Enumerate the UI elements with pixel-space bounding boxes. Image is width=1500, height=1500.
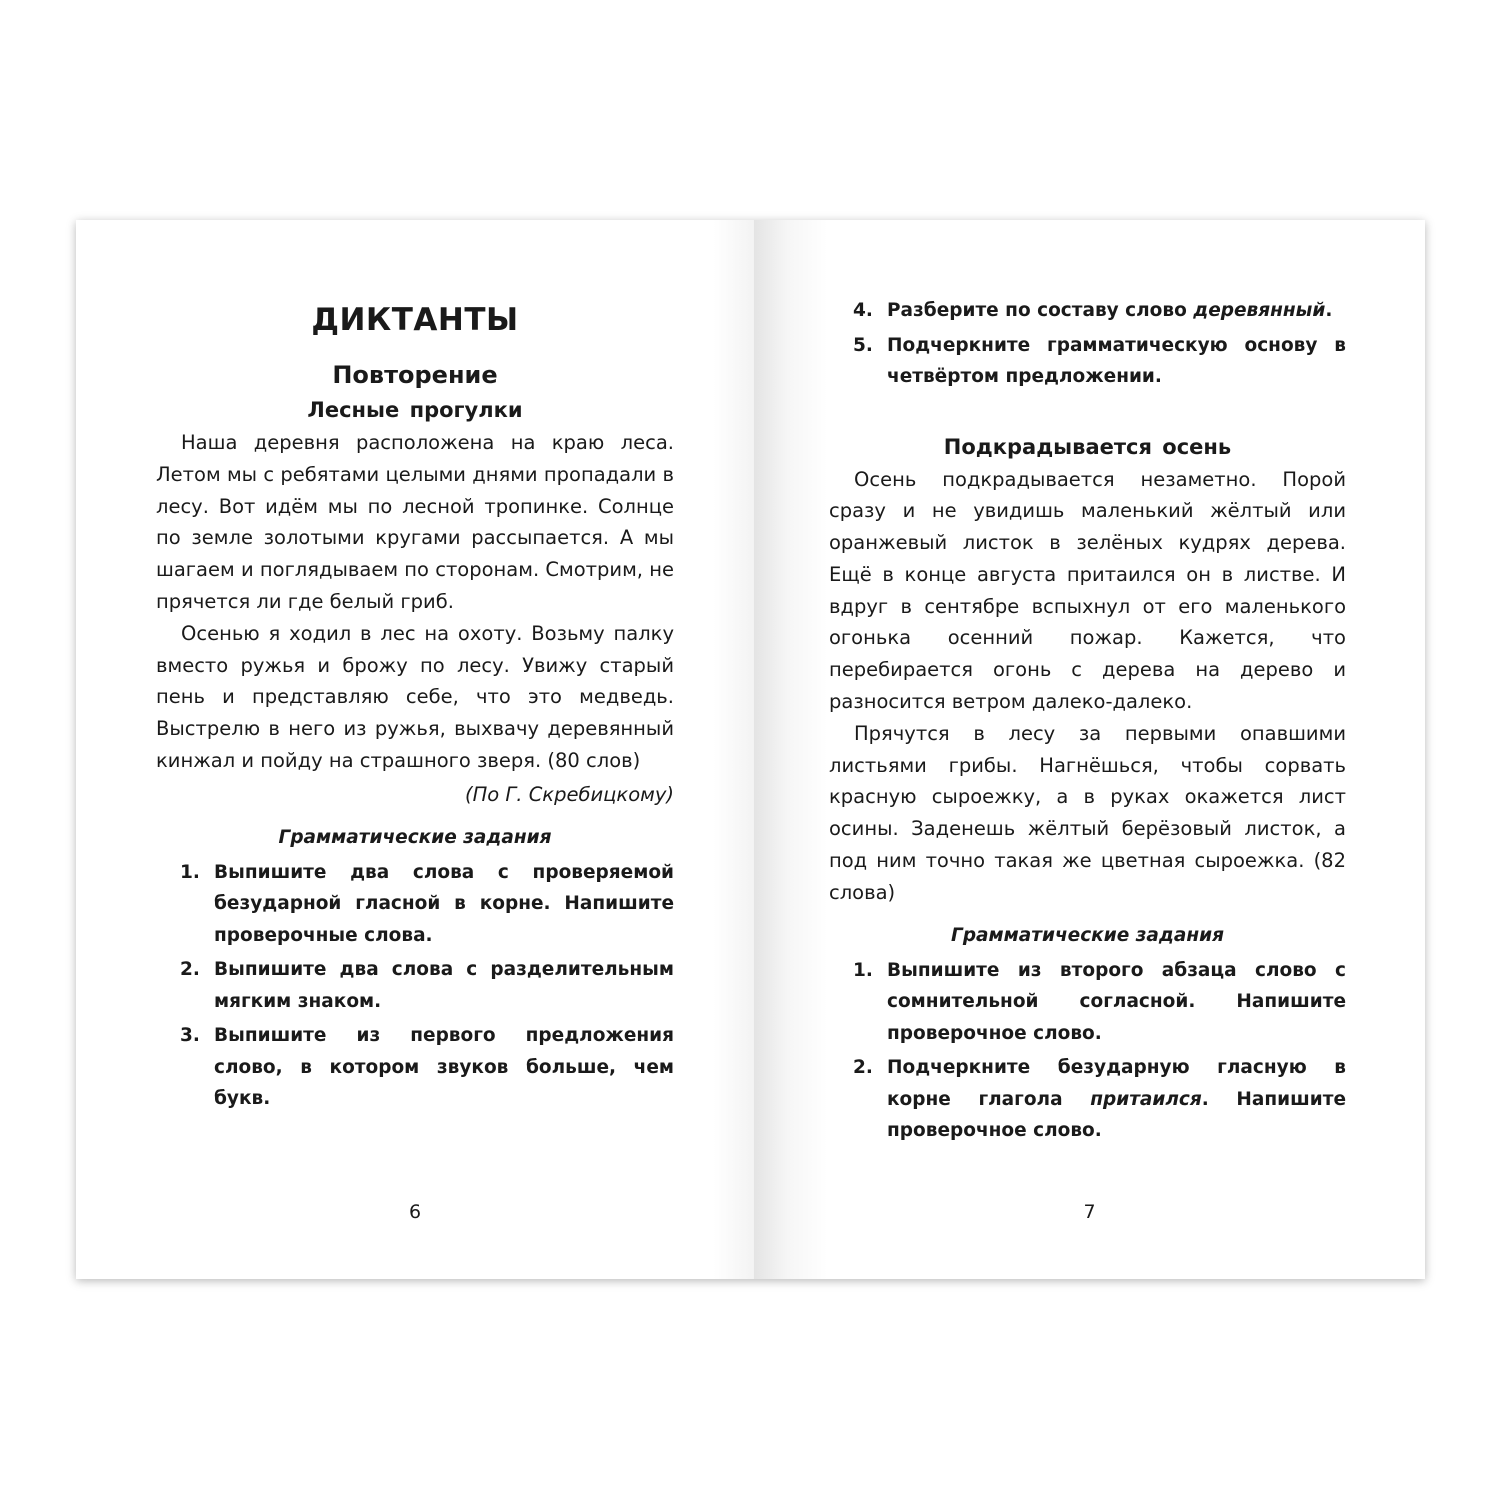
right-page-content	[829, 295, 1346, 1150]
grammar-tasks-list	[156, 857, 674, 1115]
task-number: 1.	[853, 959, 873, 981]
task-number: 3.	[180, 1025, 200, 1047]
task-text: .	[1325, 300, 1333, 321]
emphasized-word: притаился	[1090, 1088, 1202, 1110]
section-subtitle: Повторение	[332, 361, 498, 389]
dictation-title: Подкрадывается осень	[943, 434, 1232, 459]
left-page-content	[156, 295, 674, 1118]
book-spread	[76, 220, 1425, 1279]
task-text: Выпишите два слова с разделительным мягким знаком.	[214, 959, 674, 1012]
task-item	[156, 857, 674, 952]
task-text: . Напишите проверочное слово.	[887, 1088, 1347, 1142]
author-attribution: (По Г. Скребицкому)	[465, 782, 674, 806]
page-number: 6	[408, 1201, 422, 1223]
task-number: 1.	[180, 861, 200, 883]
task-text: Подчеркните безударную гласную в корне глагола	[887, 1057, 1346, 1110]
task-item	[829, 1052, 1346, 1147]
emphasized-word: деревянный	[1193, 300, 1326, 321]
task-item	[829, 330, 1346, 393]
dictation-title: Лесные прогулки	[307, 398, 523, 422]
task-item	[829, 955, 1346, 1050]
dictation-paragraph: Наша деревня расположена на краю леса. Летом мы с ребятами целыми днями пропадали в лесу. Вот идём мы по лесной тропинке. Солнце по земле золотыми кругами рассыпается. А мы шагаем и поглядываем по сторонам. Смотрим, не прячется ли где белый гриб.	[156, 431, 674, 613]
task-text: Выпишите из первого предложения слово, в котором звуков больше, чем букв.	[214, 1025, 674, 1110]
task-text: Разберите по составу слово	[887, 300, 1194, 321]
grammar-tasks-continued	[829, 295, 1346, 393]
dictation-paragraph: Осень подкрадывается незаметно. Порой сразу и не увидишь маленький жёлтый или оранжевый листок в зелёных кудрях дерева. Ещё в конце августа притаился он в листве. И вдруг в сентябре вспыхнул от его маленького огонька осенний пожар. Кажется, что перебирается огонь с дерева на дерево и разносится ветром далеко-далеко.	[829, 467, 1346, 714]
section-title: ДИКТАНТЫ	[311, 302, 519, 338]
task-number: 5.	[853, 334, 873, 356]
task-number: 4.	[853, 300, 873, 321]
task-number: 2.	[180, 959, 200, 981]
task-text: Выпишите два слова с проверяемой безударной гласной в корне. Напишите проверочные слова.	[214, 861, 674, 946]
tasks-title: Грамматические задания	[278, 826, 552, 848]
left-page	[76, 220, 754, 1279]
task-item	[156, 1020, 674, 1115]
spacer	[829, 396, 1346, 430]
task-text: Выпишите из второго абзаца слово с сомнительной согласной. Напишите проверочное слово.	[887, 959, 1346, 1044]
right-page	[754, 220, 1425, 1279]
task-item	[156, 954, 674, 1017]
tasks-title: Грамматические задания	[951, 924, 1224, 946]
task-number: 2.	[853, 1057, 873, 1079]
page-number: 7	[1083, 1201, 1096, 1223]
task-text: Подчеркните грамматическую основу в четвёртом предложении.	[887, 334, 1346, 387]
dictation-paragraph: Осенью я ходил в лес на охоту. Возьму палку вместо ружья и брожу по лесу. Увижу старый пень и представляю себе, что это медведь. Выстрелю в него из ружья, выхвачу деревянный кинжал и пойду на страшного зверя. (80 слов)	[156, 621, 674, 772]
grammar-tasks-list	[829, 955, 1346, 1147]
dictation-paragraph: Прячутся в лесу за первыми опавшими листьями грибы. Нагнёшься, чтобы сорвать красную сыроежку, а в руках окажется лист осины. Заденешь жёлтый берёзовый листок, а под ним точно такая же цветная сыроежка. (82 слова)	[829, 721, 1346, 904]
task-item	[829, 295, 1346, 327]
